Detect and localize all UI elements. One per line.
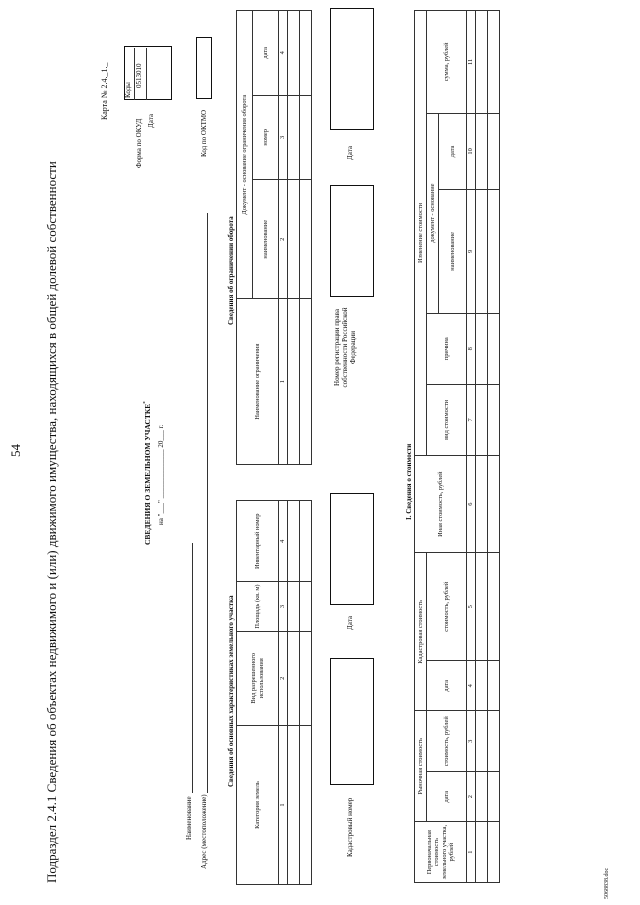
name-underline	[192, 543, 193, 793]
value-cell[interactable]	[488, 113, 500, 189]
value-section-title: I. Сведения о стоимости	[405, 443, 413, 520]
restr-cell[interactable]	[288, 95, 300, 180]
restr-cell[interactable]	[288, 11, 300, 96]
value-cell[interactable]	[476, 772, 488, 822]
codes-header: Коды	[124, 82, 132, 98]
value-header: стоимость, рублей	[427, 553, 467, 661]
restr-cell[interactable]	[300, 180, 312, 299]
restr-header: наименование	[253, 180, 279, 299]
chars-cell[interactable]	[288, 631, 300, 725]
value-num: 7	[467, 384, 476, 455]
footer-file: 5068838.doc	[604, 867, 610, 899]
restr-cell[interactable]	[300, 11, 312, 96]
value-header: Первоначальная стоимость земельного участка, рублей	[415, 822, 467, 883]
date-label: Дата	[147, 114, 155, 128]
okud-value: 0513010	[135, 63, 143, 88]
value-cell[interactable]	[488, 11, 500, 114]
chars-num: 2	[279, 631, 288, 725]
value-num: 8	[467, 313, 476, 384]
chars-num: 4	[279, 501, 288, 582]
value-cell[interactable]	[488, 711, 500, 772]
value-cell[interactable]	[476, 455, 488, 552]
date1-label: Дата	[346, 616, 354, 630]
restr-header: Наименование ограничения	[237, 299, 279, 465]
value-header: причина	[427, 313, 467, 384]
value-num: 11	[467, 11, 476, 114]
name-label: Наименование	[185, 796, 193, 840]
restr-cell[interactable]	[300, 299, 312, 465]
restr-table-title: Сведения об ограничении оборота	[227, 216, 235, 325]
value-header: дата	[439, 113, 467, 189]
value-header: дата	[427, 661, 467, 711]
oktmo-box[interactable]	[196, 37, 212, 99]
value-header: Рыночная стоимость	[415, 711, 427, 822]
value-cell[interactable]	[488, 822, 500, 883]
cadastral-label: Кадастровый номер	[346, 797, 354, 857]
chars-header: Инвентарный номер	[237, 501, 279, 582]
chars-header: Вид разрешенного использования	[237, 631, 279, 725]
value-header: Изменение стоимости	[415, 11, 427, 456]
value-cell[interactable]	[476, 113, 488, 189]
value-header: дата	[427, 772, 467, 822]
section-heading: Подраздел 2.4.1 Сведения об объектах недвижимого и (или) движимого имущества, находящихся в общей долевой собственности	[44, 161, 59, 883]
value-header: вид стоимости	[427, 384, 467, 455]
chars-header: Категория земель	[237, 725, 279, 884]
value-cell[interactable]	[488, 384, 500, 455]
value-num: 9	[467, 190, 476, 314]
restr-num: 3	[279, 95, 288, 180]
chars-cell[interactable]	[300, 631, 312, 725]
value-cell[interactable]	[488, 661, 500, 711]
value-cell[interactable]	[476, 711, 488, 772]
restr-cell[interactable]	[300, 95, 312, 180]
value-cell[interactable]	[488, 772, 500, 822]
restr-header: Документ - основание ограничения оборота	[237, 11, 253, 299]
form-title	[143, 401, 152, 545]
value-header: Кадастровая стоимость	[415, 553, 427, 711]
okud-label: Форма по ОКУД	[135, 118, 143, 168]
value-num: 2	[467, 772, 476, 822]
value-cell[interactable]	[488, 313, 500, 384]
codes-block	[124, 48, 172, 168]
value-header: стоимость, рублей	[427, 711, 467, 772]
oktmo-label: Код по ОКТМО	[200, 109, 208, 157]
page-number: 54	[8, 444, 23, 457]
value-cell[interactable]	[476, 190, 488, 314]
chars-cell[interactable]	[288, 725, 300, 884]
restr-header: номер	[253, 95, 279, 180]
date2-box[interactable]	[330, 8, 374, 130]
chars-cell[interactable]	[300, 725, 312, 884]
value-num: 10	[467, 113, 476, 189]
chars-cell[interactable]	[300, 582, 312, 631]
chars-cell[interactable]	[288, 582, 300, 631]
value-cell[interactable]	[476, 822, 488, 883]
chars-table	[236, 500, 312, 885]
value-num: 5	[467, 553, 476, 661]
value-cell[interactable]	[476, 313, 488, 384]
date-line: на "___" ______________ 20___ г.	[157, 424, 165, 525]
value-num: 6	[467, 455, 476, 552]
date2-label: Дата	[346, 146, 354, 160]
value-cell[interactable]	[476, 661, 488, 711]
address-underline	[207, 213, 208, 793]
value-table	[414, 10, 500, 883]
cadastral-box[interactable]	[330, 658, 374, 785]
value-header: наименование	[439, 190, 467, 314]
value-cell[interactable]	[476, 384, 488, 455]
form-title-mark: *	[143, 401, 149, 404]
restr-header: дата	[253, 11, 279, 96]
address-label: Адрес (местоположение)	[200, 794, 208, 869]
restr-table	[236, 10, 312, 465]
chars-num: 3	[279, 582, 288, 631]
chars-table-title: Сведения об основных характеристиках земельного участка	[227, 595, 235, 787]
restr-num: 4	[279, 11, 288, 96]
chars-cell[interactable]	[300, 501, 312, 582]
value-cell[interactable]	[488, 553, 500, 661]
chars-header: Площадь (кв. м)	[237, 582, 279, 631]
value-header: сумма, рублей	[427, 11, 467, 114]
restr-cell[interactable]	[288, 299, 300, 465]
chars-num: 1	[279, 725, 288, 884]
value-cell[interactable]	[476, 553, 488, 661]
chars-cell[interactable]	[288, 501, 300, 582]
reg-label: Номер регистрации права собственности Российской Федерации	[333, 307, 358, 388]
value-num: 3	[467, 711, 476, 772]
value-cell[interactable]	[476, 11, 488, 114]
value-num: 4	[467, 661, 476, 711]
restr-num: 1	[279, 299, 288, 465]
card-number: Карта № 2.4._1._	[100, 62, 109, 120]
value-header: документ - основание	[427, 113, 439, 313]
form-title-text: СВЕДЕНИЯ О ЗЕМЕЛЬНОМ УЧАСТКЕ	[143, 403, 152, 545]
restr-num: 2	[279, 180, 288, 299]
date1-box[interactable]	[330, 493, 374, 605]
value-cell[interactable]	[488, 190, 500, 314]
reg-box[interactable]	[330, 185, 374, 297]
value-header: Иная стоимость, рублей	[415, 455, 467, 552]
value-cell[interactable]	[488, 455, 500, 552]
restr-cell[interactable]	[288, 180, 300, 299]
value-num: 1	[467, 822, 476, 883]
